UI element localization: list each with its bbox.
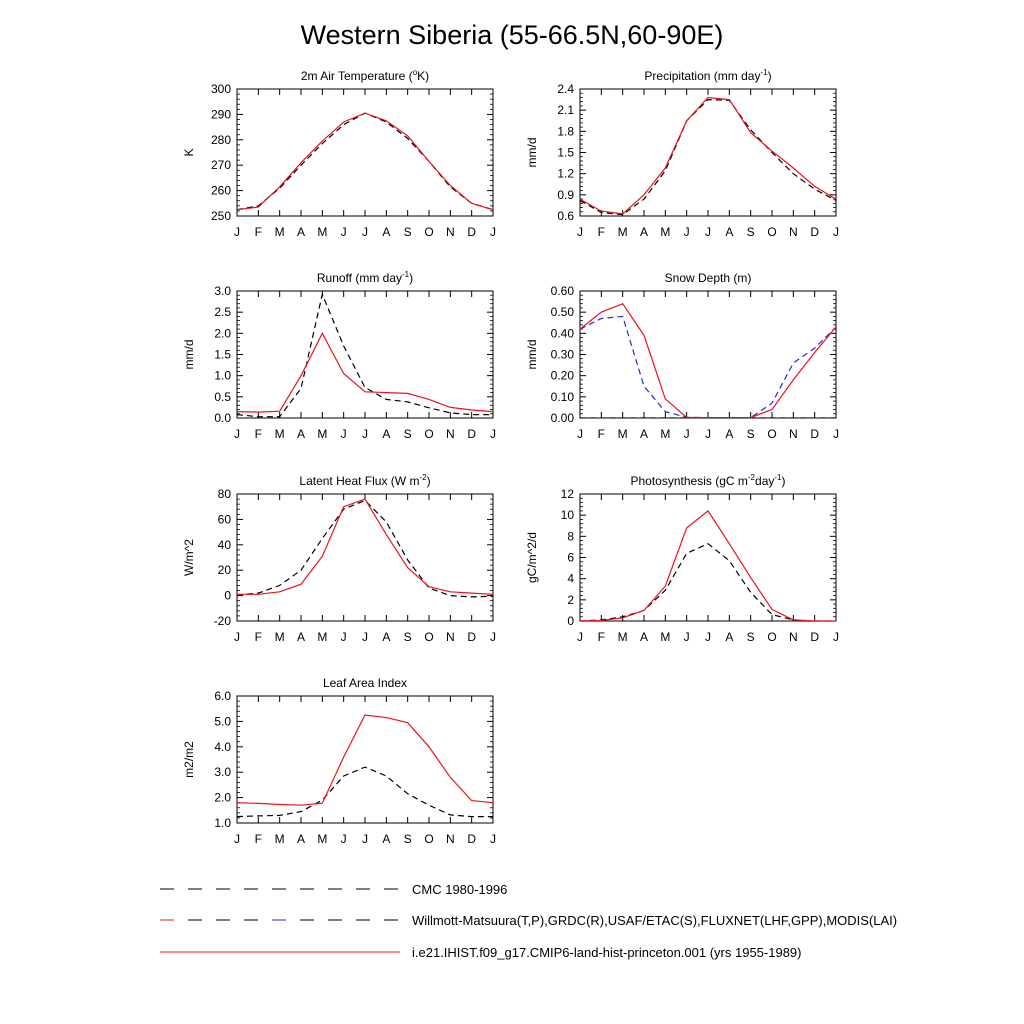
x-tick-label: N xyxy=(788,427,798,441)
y-axis-label: mm/d xyxy=(525,137,539,168)
y-tick-label: 40 xyxy=(217,537,231,552)
x-tick-label: N xyxy=(445,427,455,441)
series-line-obs_dash xyxy=(580,100,836,215)
y-tick-label: 260 xyxy=(210,183,231,198)
chart-panel-7 xyxy=(182,676,496,846)
x-tick-label: J xyxy=(362,427,368,441)
x-tick-label: M xyxy=(617,427,628,441)
y-tick-label: 2.0 xyxy=(214,326,231,341)
x-tick-label: A xyxy=(382,630,391,644)
x-tick-label: S xyxy=(403,832,412,846)
y-tick-label: 0.10 xyxy=(550,389,574,404)
chart-panel-1 xyxy=(182,68,496,239)
x-tick-label: A xyxy=(382,427,391,441)
x-tick-label: J xyxy=(683,630,690,644)
x-tick-label: J xyxy=(833,427,839,441)
legend-item xyxy=(160,945,802,960)
x-tick-label: J xyxy=(490,225,496,239)
chart-panel-6 xyxy=(525,473,839,644)
plot-frame xyxy=(237,494,493,621)
x-tick-label: O xyxy=(767,630,777,644)
legend-label: Willmott-Matsuura(T,P),GRDC(R),USAF/ETAC(S),FLUXNET(LHF,GPP),MODIS(LAI) xyxy=(412,913,898,928)
x-tick-label: J xyxy=(833,630,839,644)
legend-item xyxy=(160,882,507,897)
x-tick-label: J xyxy=(490,832,496,846)
y-tick-label: 300 xyxy=(210,82,231,96)
chart-panel-3 xyxy=(182,270,496,441)
y-tick-label: 0.9 xyxy=(557,187,574,202)
x-tick-label: S xyxy=(403,225,412,239)
y-tick-label: 250 xyxy=(210,209,231,223)
x-tick-label: A xyxy=(639,427,649,441)
x-tick-label: J xyxy=(577,630,583,644)
x-tick-label: M xyxy=(274,427,285,441)
x-tick-label: D xyxy=(467,225,477,239)
y-tick-label: 1.0 xyxy=(214,816,231,830)
y-tick-label: 0.30 xyxy=(550,347,574,362)
x-tick-label: J xyxy=(340,832,347,846)
x-tick-label: J xyxy=(340,427,347,441)
y-tick-label: 60 xyxy=(217,512,231,527)
y-tick-label: 0.20 xyxy=(550,368,574,383)
y-tick-label: 6 xyxy=(567,550,574,565)
series-line-obs_dash xyxy=(237,500,493,597)
y-tick-label: 0.0 xyxy=(214,411,231,425)
y-tick-label: 1.8 xyxy=(557,124,574,139)
y-axis-label: K xyxy=(182,148,196,157)
x-tick-label: A xyxy=(296,832,306,846)
y-axis-label: gC/m^2/d xyxy=(525,532,539,583)
x-tick-label: O xyxy=(424,427,434,441)
x-tick-label: D xyxy=(467,832,477,846)
y-tick-label: 1.2 xyxy=(557,166,574,181)
plot-frame xyxy=(237,291,493,418)
y-tick-label: 4 xyxy=(567,571,574,586)
series-line-model xyxy=(237,113,493,210)
x-tick-label: A xyxy=(725,225,734,239)
series-line-obs_dash xyxy=(237,113,493,210)
chart-panel-4 xyxy=(525,271,839,441)
y-tick-label: 1.5 xyxy=(557,145,574,160)
x-tick-label: N xyxy=(445,630,455,644)
x-tick-label: N xyxy=(445,225,455,239)
x-tick-label: S xyxy=(746,630,755,644)
x-tick-label: A xyxy=(296,630,306,644)
x-tick-label: A xyxy=(382,832,391,846)
x-tick-label: S xyxy=(403,427,412,441)
panel-title: Leaf Area Index xyxy=(322,676,408,690)
series-line-model xyxy=(237,333,493,412)
x-tick-label: J xyxy=(340,225,347,239)
x-tick-label: O xyxy=(424,832,434,846)
x-tick-label: J xyxy=(683,225,690,239)
x-tick-label: A xyxy=(382,225,391,239)
x-tick-label: F xyxy=(254,832,263,846)
x-tick-label: N xyxy=(788,225,798,239)
x-tick-label: A xyxy=(639,630,649,644)
y-tick-label: 270 xyxy=(210,158,231,173)
y-tick-label: -20 xyxy=(213,614,231,628)
series-line-obs_dash xyxy=(580,544,836,621)
plot-frame xyxy=(580,494,836,621)
y-tick-label: 2 xyxy=(567,592,574,607)
x-tick-label: D xyxy=(467,427,477,441)
x-tick-label: M xyxy=(317,832,328,846)
x-tick-label: J xyxy=(340,630,347,644)
y-tick-label: 2.1 xyxy=(557,103,574,118)
x-tick-label: O xyxy=(424,630,434,644)
x-tick-label: F xyxy=(597,630,606,644)
x-tick-label: J xyxy=(234,427,240,441)
x-tick-label: M xyxy=(617,630,628,644)
series-line-model xyxy=(237,499,493,594)
y-tick-label: 0.50 xyxy=(550,305,574,320)
x-tick-label: M xyxy=(274,832,285,846)
x-tick-label: O xyxy=(424,225,434,239)
panel-title: Photosynthesis (gC $m^{-2}day^{-1}$) xyxy=(630,473,786,488)
y-axis-label: W/m^2 xyxy=(182,539,196,576)
series-line-obs_dash xyxy=(237,767,493,817)
x-tick-label: M xyxy=(274,225,285,239)
chart-panel-5 xyxy=(182,473,496,644)
main-title: Western Siberia (55-66.5N,60-90E) xyxy=(300,20,724,50)
x-tick-label: M xyxy=(317,630,328,644)
x-tick-label: O xyxy=(767,225,777,239)
y-axis-label: mm/d xyxy=(182,339,196,370)
panel-title: 2m Air Temperature ($^o$K) xyxy=(300,68,430,83)
x-tick-label: F xyxy=(254,225,263,239)
x-tick-label: F xyxy=(597,225,606,239)
x-tick-label: J xyxy=(234,630,240,644)
legend xyxy=(160,882,897,960)
y-tick-label: 12 xyxy=(560,487,574,501)
x-tick-label: S xyxy=(746,427,755,441)
x-tick-label: M xyxy=(274,630,285,644)
y-tick-label: 4.0 xyxy=(214,739,231,754)
y-tick-label: 0.5 xyxy=(214,389,231,404)
panel-title: Snow Depth (m) xyxy=(664,271,752,285)
legend-label: i.e21.IHIST.f09_g17.CMIP6-land-hist-princeton.001 (yrs 1955-1989) xyxy=(412,945,802,960)
x-tick-label: D xyxy=(810,225,820,239)
x-tick-label: J xyxy=(705,630,711,644)
x-tick-label: J xyxy=(234,225,240,239)
x-tick-label: J xyxy=(577,225,583,239)
panel-title: Precipitation (mm day$^{-1}$) xyxy=(644,68,772,83)
y-tick-label: 2.0 xyxy=(214,790,231,805)
chart-panel-2 xyxy=(525,68,839,239)
x-tick-label: F xyxy=(597,427,606,441)
y-tick-label: 0.60 xyxy=(550,284,574,298)
x-tick-label: F xyxy=(254,630,263,644)
y-tick-label: 20 xyxy=(217,563,231,578)
x-tick-label: D xyxy=(810,427,820,441)
x-tick-label: M xyxy=(617,225,628,239)
x-tick-label: J xyxy=(362,832,368,846)
y-tick-label: 80 xyxy=(217,487,231,501)
series-line-model xyxy=(580,98,836,214)
x-tick-label: M xyxy=(660,225,671,239)
y-tick-label: 290 xyxy=(210,107,231,122)
x-tick-label: M xyxy=(317,225,328,239)
x-tick-label: N xyxy=(445,832,455,846)
y-tick-label: 3.0 xyxy=(214,765,231,780)
x-tick-label: O xyxy=(767,427,777,441)
y-tick-label: 1.5 xyxy=(214,347,231,362)
series-line-model xyxy=(580,511,836,621)
y-tick-label: 6.0 xyxy=(214,689,231,703)
x-tick-label: J xyxy=(683,427,690,441)
y-tick-label: 0.6 xyxy=(557,209,574,223)
x-tick-label: M xyxy=(660,427,671,441)
y-axis-label: mm/d xyxy=(525,339,539,370)
y-tick-label: 10 xyxy=(560,508,574,523)
legend-label: CMC 1980-1996 xyxy=(412,882,508,897)
x-tick-label: A xyxy=(725,427,734,441)
y-tick-label: 1.0 xyxy=(214,368,231,383)
x-tick-label: S xyxy=(403,630,412,644)
x-tick-label: J xyxy=(362,630,368,644)
x-tick-label: J xyxy=(234,832,240,846)
x-tick-label: J xyxy=(490,630,496,644)
plot-frame xyxy=(237,89,493,216)
legend-item xyxy=(160,913,897,928)
x-tick-label: A xyxy=(639,225,649,239)
plot-frame xyxy=(580,89,836,216)
x-tick-label: D xyxy=(467,630,477,644)
series-line-obs_dash xyxy=(237,294,493,416)
x-tick-label: S xyxy=(746,225,755,239)
series-line-model xyxy=(237,715,493,805)
panel-title: Runoff (mm day$^{-1}$) xyxy=(316,270,414,285)
x-tick-label: J xyxy=(705,225,711,239)
y-tick-label: 0 xyxy=(224,588,231,603)
x-tick-label: D xyxy=(810,630,820,644)
x-tick-label: A xyxy=(296,427,306,441)
y-tick-label: 0.00 xyxy=(550,411,574,425)
x-tick-label: F xyxy=(254,427,263,441)
series-line-obs_blue_dash xyxy=(580,316,836,417)
y-axis-label: m2/m2 xyxy=(182,741,196,778)
x-tick-label: J xyxy=(833,225,839,239)
y-tick-label: 2.5 xyxy=(214,305,231,320)
x-tick-label: A xyxy=(725,630,734,644)
x-tick-label: M xyxy=(317,427,328,441)
y-tick-label: 3.0 xyxy=(214,284,231,298)
x-tick-label: J xyxy=(362,225,368,239)
y-tick-label: 280 xyxy=(210,132,231,147)
panel-title: Latent Heat Flux (W $m^{-2}$) xyxy=(299,473,431,488)
x-tick-label: M xyxy=(660,630,671,644)
y-tick-label: 8 xyxy=(567,529,574,544)
x-tick-label: A xyxy=(296,225,306,239)
y-tick-label: 2.4 xyxy=(557,82,574,96)
plot-frame xyxy=(580,291,836,418)
y-tick-label: 0.40 xyxy=(550,326,574,341)
y-tick-label: 5.0 xyxy=(214,714,231,729)
x-tick-label: N xyxy=(788,630,798,644)
x-tick-label: J xyxy=(490,427,496,441)
x-tick-label: J xyxy=(705,427,711,441)
x-tick-label: J xyxy=(577,427,583,441)
y-tick-label: 0 xyxy=(567,614,574,628)
